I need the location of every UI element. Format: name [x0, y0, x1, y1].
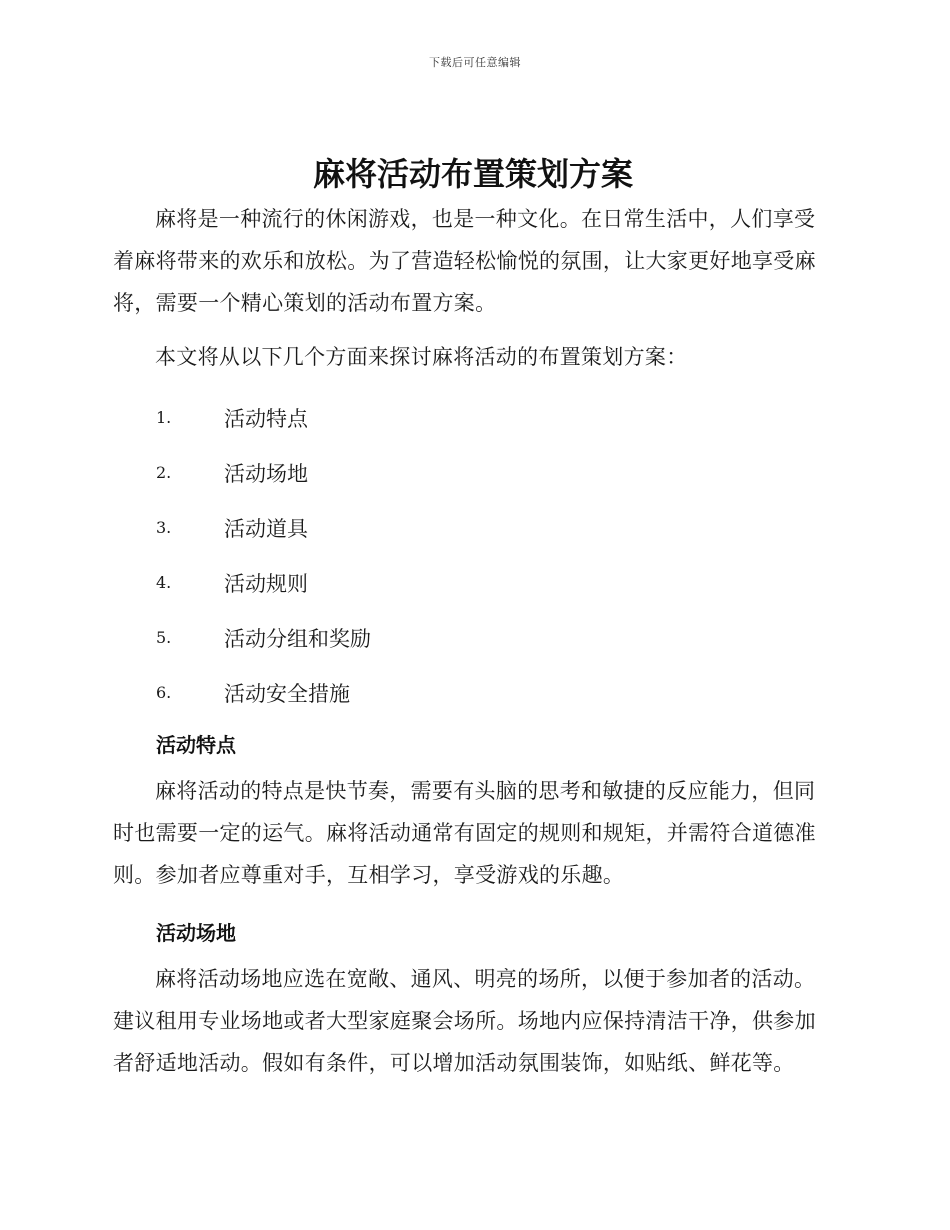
document-title: 麻将活动布置策划方案 [312, 155, 633, 193]
list-item-number: 4. [156, 573, 172, 592]
intro-paragraph: 麻将是一种流行的休闲游戏，也是一种文化。在日常生活中，人们享受着麻将带来的欢乐和放松。为了营造轻松愉悦的氛围，让大家更好地享受麻将，需要一个精心策划的活动布置方案。 [113, 207, 816, 315]
list-item-number: 6. [156, 683, 172, 702]
list-item-text: 活动安全措施 [224, 681, 350, 706]
list-item-text: 活动场地 [224, 461, 308, 486]
list-item [113, 665, 833, 720]
list-item-number: 5. [156, 628, 172, 647]
list-item-text: 活动规则 [224, 571, 308, 596]
list-item-number: 3. [156, 518, 172, 537]
list-item [113, 610, 833, 665]
list-item [113, 390, 833, 445]
section-heading-venue: 活动场地 [156, 921, 236, 945]
section-body-features: 麻将活动的特点是快节奏，需要有头脑的思考和敏捷的反应能力，但同时也需要一定的运气。麻将活动通常有固定的规则和规矩，并需符合道德准则。参加者应尊重对手，互相学习，享受游戏的乐趣。 [113, 779, 816, 887]
list-item-number: 2. [156, 463, 172, 482]
outline-lead-paragraph: 本文将从以下几个方面来探讨麻将活动的布置策划方案： [155, 345, 688, 369]
list-item [113, 445, 833, 500]
section-heading-features: 活动特点 [156, 733, 236, 757]
list-item [113, 555, 833, 610]
list-item-text: 活动分组和奖励 [224, 626, 371, 651]
list-item-text: 活动道具 [224, 516, 308, 541]
list-item-text: 活动特点 [224, 406, 308, 431]
section-body-venue: 麻将活动场地应选在宽敞、通风、明亮的场所，以便于参加者的活动。建议租用专业场地或者大型家庭聚会场所。场地内应保持清洁干净，供参加者舒适地活动。假如有条件，可以增加活动氛围装饰，如贴纸、鲜花等。 [113, 967, 816, 1075]
document-body [113, 150, 833, 1084]
page-header-note: 下载后可任意编辑 [429, 56, 521, 69]
list-item [113, 500, 833, 555]
list-item-number: 1. [156, 408, 172, 427]
outline-list [113, 390, 833, 720]
